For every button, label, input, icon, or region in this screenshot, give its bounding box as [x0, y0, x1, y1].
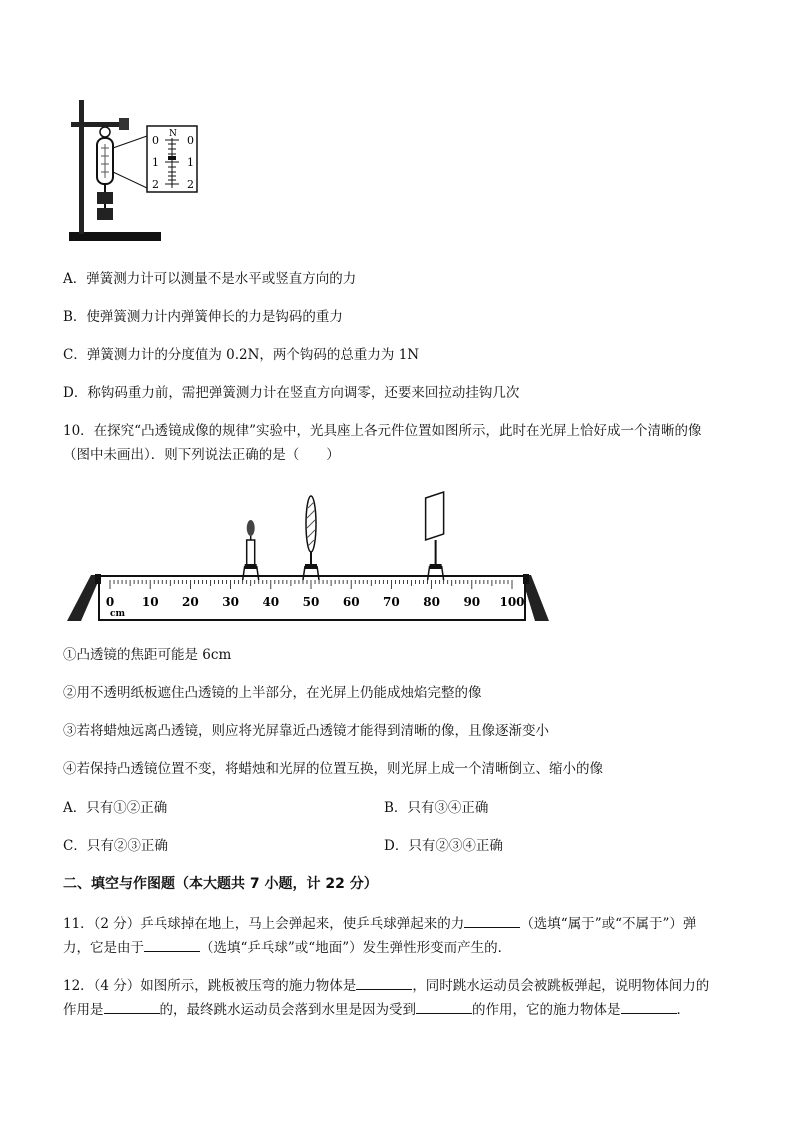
q11-blank-2[interactable]: [144, 937, 200, 952]
q11-text-3: 力，它是由于: [63, 940, 144, 956]
q12-text-3: 作用是: [63, 1002, 104, 1018]
q10-option-c: C．只有②③正确: [63, 838, 168, 854]
scale-unit-label: N: [169, 129, 177, 139]
q12-blank-3[interactable]: [416, 999, 472, 1014]
bench-tick-label: 40: [262, 595, 280, 609]
scale-left-2: 2: [152, 178, 159, 191]
scale-right-2: 2: [187, 178, 194, 191]
q12-blank-4[interactable]: [621, 999, 677, 1014]
scale-left-0: 0: [152, 134, 159, 147]
stand-arm: [71, 122, 127, 127]
q10-option-b: B．只有③④正确: [384, 800, 489, 816]
q11-text-1: 11．（2 分）乒乓球掉在地上，马上会弹起来，使乒乓球弹起来的力: [63, 916, 465, 932]
candle: [243, 520, 259, 580]
scale-right-0: 0: [187, 134, 194, 147]
q9-option-b: B．使弹簧测力计内弹簧伸长的力是钩码的重力: [63, 309, 343, 325]
scale-right-1: 1: [187, 156, 194, 169]
section-2-title: 二、填空与作图题（本大题共 7 小题，计 22 分）: [63, 876, 378, 892]
bench-tick-label: 90: [463, 595, 481, 609]
q11-text-2: （选填“属于”或“不属于”）弹: [520, 916, 697, 932]
candle-flame: [247, 520, 255, 536]
screen-panel: [426, 492, 444, 540]
q12-text-5: 的作用，它的施力物体是: [472, 1002, 621, 1018]
stand-rod: [79, 100, 84, 234]
bench-tick-label: 60: [342, 595, 360, 609]
q12-text-1: 12．（4 分）如图所示，跳板被压弯的施力物体是: [63, 978, 357, 994]
q12-blank-2[interactable]: [104, 999, 160, 1014]
bench-unit-label: cm: [110, 609, 126, 619]
q12-line2: [63, 999, 690, 1020]
hook-weight-2: [97, 208, 113, 220]
q11-text-4: （选填“乒乓球”或“地面”）发生弹性形变而产生的．: [200, 940, 512, 956]
scale-pointer: [168, 156, 176, 160]
bench-tick-label: 10: [141, 595, 159, 609]
spring-scale-figure: [63, 92, 203, 248]
q10-statement-2: ②用不透明纸板遮住凸透镜的上半部分，在光屏上仍能成烛焰完整的像: [63, 685, 482, 701]
bench-tick-label: 20: [182, 595, 199, 609]
optical-bench-figure: [63, 488, 553, 628]
q10-stem-line2: （图中未画出）．则下列说法正确的是（ ）: [63, 447, 340, 463]
q10-stem-line1: 10．在探究“凸透镜成像的规律”实验中，光具座上各元件位置如图所示，此时在光屏上恰好成一个清晰的像: [63, 423, 702, 439]
bench-tick-label: 0: [105, 595, 115, 609]
light-screen: [426, 492, 444, 580]
q10-statement-3: ③若将蜡烛远离凸透镜，则应将光屏靠近凸透镜才能得到清晰的像，且像逐渐变小: [63, 723, 549, 739]
bench-tick-label: 50: [302, 595, 320, 609]
q12-text-6: ．: [676, 1002, 690, 1018]
q10-statement-4: ④若保持凸透镜位置不变，将蜡烛和光屏的位置互换，则光屏上成一个清晰倒立、缩小的像: [63, 761, 603, 777]
scale-left-1: 1: [152, 156, 159, 169]
q10-statement-1: ①凸透镜的焦距可能是 6cm: [63, 647, 232, 663]
bench-tick-label: 80: [423, 595, 440, 609]
q10-option-a: A．只有①②正确: [63, 800, 168, 816]
convex-lens: [303, 496, 319, 580]
bench-tick-label: 100: [499, 595, 525, 609]
q11-blank-1[interactable]: [464, 913, 520, 928]
bench-tick-label: 70: [383, 595, 400, 609]
bench-tick-label: 30: [222, 595, 239, 609]
q9-option-c: C．弹簧测力计的分度值为 0.2N，两个钩码的总重力为 1N: [63, 347, 420, 363]
q11-line2: [63, 937, 511, 958]
candle-body: [247, 540, 255, 566]
hook-weight-1: [97, 192, 113, 204]
q10-option-d: D．只有②③④正确: [384, 838, 503, 854]
q9-option-d: D．称钩码重力前，需把弹簧测力计在竖直方向调零，还要来回拉动挂钩几次: [63, 385, 520, 401]
q9-option-a: A．弹簧测力计可以测量不是水平或竖直方向的力: [63, 271, 357, 287]
q11-line1: [63, 913, 696, 934]
q12-text-4: 的，最终跳水运动员会落到水里是因为受到: [159, 1002, 416, 1018]
q12-blank-1[interactable]: [356, 975, 412, 990]
q12-text-2: ，同时跳水运动员会被跳板弹起，说明物体间力的: [412, 978, 710, 994]
q12-line1: [63, 975, 709, 996]
